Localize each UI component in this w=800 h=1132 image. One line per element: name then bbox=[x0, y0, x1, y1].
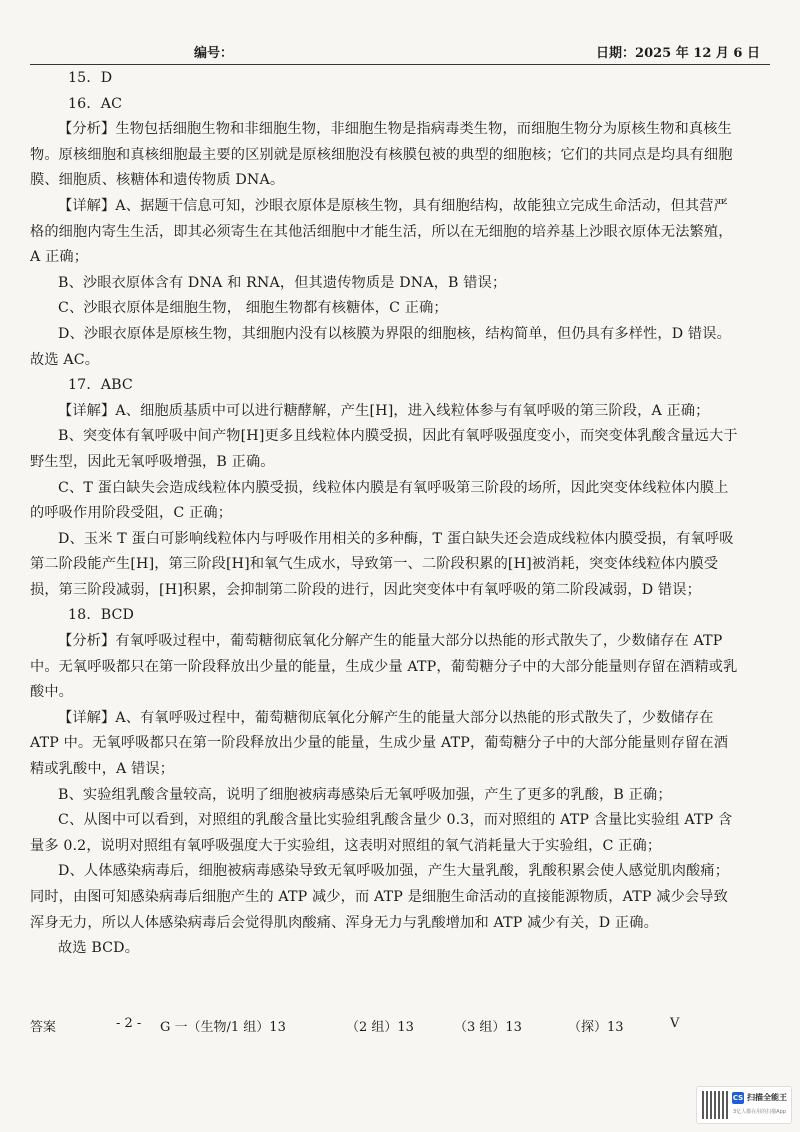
q17-option-c: C、T 蛋白缺失会造成线粒体内膜受损，线粒体内膜是有氧呼吸第三阶段的场所，因此突变体线粒体内膜上的呼吸作用阶段受阻，C 正确； bbox=[30, 479, 729, 522]
number-label: 编号： bbox=[194, 46, 234, 61]
answer-content bbox=[30, 66, 742, 962]
q18-detail-a: 【详解】A、有氧呼吸过程中，葡萄糖彻底氧化分解产生的能量大部分以热能的形式散失了，少数储存在 ATP 中。无氧呼吸都只在第一阶段释放出少量的能量，生成少量 ATP，葡萄糖分子中的大部分能量则存留在酒精或乳酸中，A 错误； bbox=[30, 709, 729, 778]
footer-group-3: （3 组）13 bbox=[454, 1020, 522, 1035]
footer-answer-label: 答案 bbox=[30, 1020, 57, 1035]
q16-detail-a: 【详解】A、据题干信息可知，沙眼衣原体是原核生物，具有细胞结构，故能独立完成生命活动，但其营严格的细胞内寄生生活，即其必须寄生在其他活细胞中才能生活，所以在无细胞的培养基上沙眼衣原体无法繁殖，A 正确； bbox=[30, 197, 733, 266]
q16-analysis: 【分析】生物包括细胞生物和非细胞生物，非细胞生物是指病毒类生物，而细胞生物分为原核生物和真核生物。原核细胞和真核细胞最主要的区别就是原核细胞没有核膜包被的典型的细胞核；它们的共同点是均具有细胞膜、细胞质、核糖体和遗传物质 DNA。 bbox=[30, 121, 733, 189]
q17-detail-a: 【详解】A、细胞质基质中可以进行糖酵解，产生[H]，进入线粒体参与有氧呼吸的第三阶段，A 正确； bbox=[58, 402, 710, 419]
q16-option-c: C、沙眼衣原体是细胞生物， 细胞生物都有核糖体，C 正确； bbox=[58, 300, 448, 317]
page-footer bbox=[30, 1012, 750, 1036]
qr-code-icon bbox=[702, 1091, 728, 1119]
scanner-app-name: 扫描全能王 bbox=[747, 1093, 787, 1102]
q16-option-d: D、沙眼衣原体是原核生物，其细胞内没有以核膜为界限的细胞核，结构简单，但仍具有多样性，D 错误。 故选 AC。 bbox=[30, 325, 731, 368]
footer-page-number: - 2 - bbox=[116, 1016, 142, 1031]
footer-group-2: （2 组）13 bbox=[346, 1020, 414, 1035]
footer-mark: V bbox=[670, 1016, 680, 1031]
footer-group-explore: （探）13 bbox=[568, 1020, 624, 1035]
answer-18: 18．BCD bbox=[68, 607, 135, 624]
answer-16: 16．AC bbox=[68, 95, 123, 112]
q17-option-b: B、突变体有氧呼吸中间产物[H]更多且线粒体内膜受损，因此有氧呼吸强度变小，而突变体乳酸含量远大于野生型，因此无氧呼吸增强，B 正确。 bbox=[30, 428, 738, 470]
scanner-watermark bbox=[696, 1086, 792, 1124]
q18-option-d: D、人体感染病毒后，细胞被病毒感染导致无氧呼吸加强，产生大量乳酸，乳酸积累会使人感觉肌肉酸痛；同时，由图可知感染病毒后细胞产生的 ATP 减少，而 ATP 是细胞生命活动的直接能源物质，ATP 减少会导致浑身无力，所以人体感染病毒后会觉得肌肉酸痛、浑身无力与乳酸增加和 ATP 减少有关，D 正确。 bbox=[30, 863, 730, 931]
page-header bbox=[30, 38, 770, 65]
date-label: 日期：2025 年 12 月 6 日 bbox=[596, 46, 760, 61]
answer-15: 15．D bbox=[68, 70, 113, 86]
q18-analysis: 【分析】有氧呼吸过程中，葡萄糖彻底氧化分解产生的能量大部分以热能的形式散失了，少数储存在 ATP 中。无氧呼吸都只在第一阶段释放出少量的能量，生成少量 ATP，葡萄糖分子中的大部分能量则存留在酒精或乳酸中。 bbox=[30, 633, 738, 701]
camscanner-logo-icon: CS bbox=[732, 1094, 744, 1102]
scanner-tagline: 3亿人都在用的扫描App bbox=[733, 1109, 786, 1115]
q18-final-choice: 故选 BCD。 bbox=[58, 940, 140, 957]
answer-17: 17．ABC bbox=[68, 377, 133, 394]
footer-group-1: G 一（生物/1 组）13 bbox=[160, 1020, 286, 1035]
q18-option-c: C、从图中可以看到，对照组的乳酸含量比实验组乳酸含量少 0.3，而对照组的 ATP 含量比实验组 ATP 含量多 0.2，说明对照组有氧呼吸强度大于实验组，这表明对照组的氧气消耗量大于实验组，C 正确； bbox=[30, 812, 733, 854]
q18-option-b: B、实验组乳酸含量较高，说明了细胞被病毒感染后无氧呼吸加强，产生了更多的乳酸，B 正确； bbox=[58, 786, 672, 803]
q16-option-b: B、沙眼衣原体含有 DNA 和 RNA，但其遗传物质是 DNA，B 错误； bbox=[58, 274, 507, 291]
q17-option-d: D、玉米 T 蛋白可影响线粒体内与呼吸作用相关的多种酶，T 蛋白缺失还会造成线粒体内膜受损，有氧呼吸第二阶段能产生[H]，第三阶段[H]和氧气生成水，导致第一、二阶段积累的[H]被消耗，突变体线粒体内膜受损，第三阶段减弱，[H]积累，会抑制第二阶段的进行，因此突变体中有氧呼吸的第二阶段减弱，D 错误； bbox=[30, 530, 734, 598]
